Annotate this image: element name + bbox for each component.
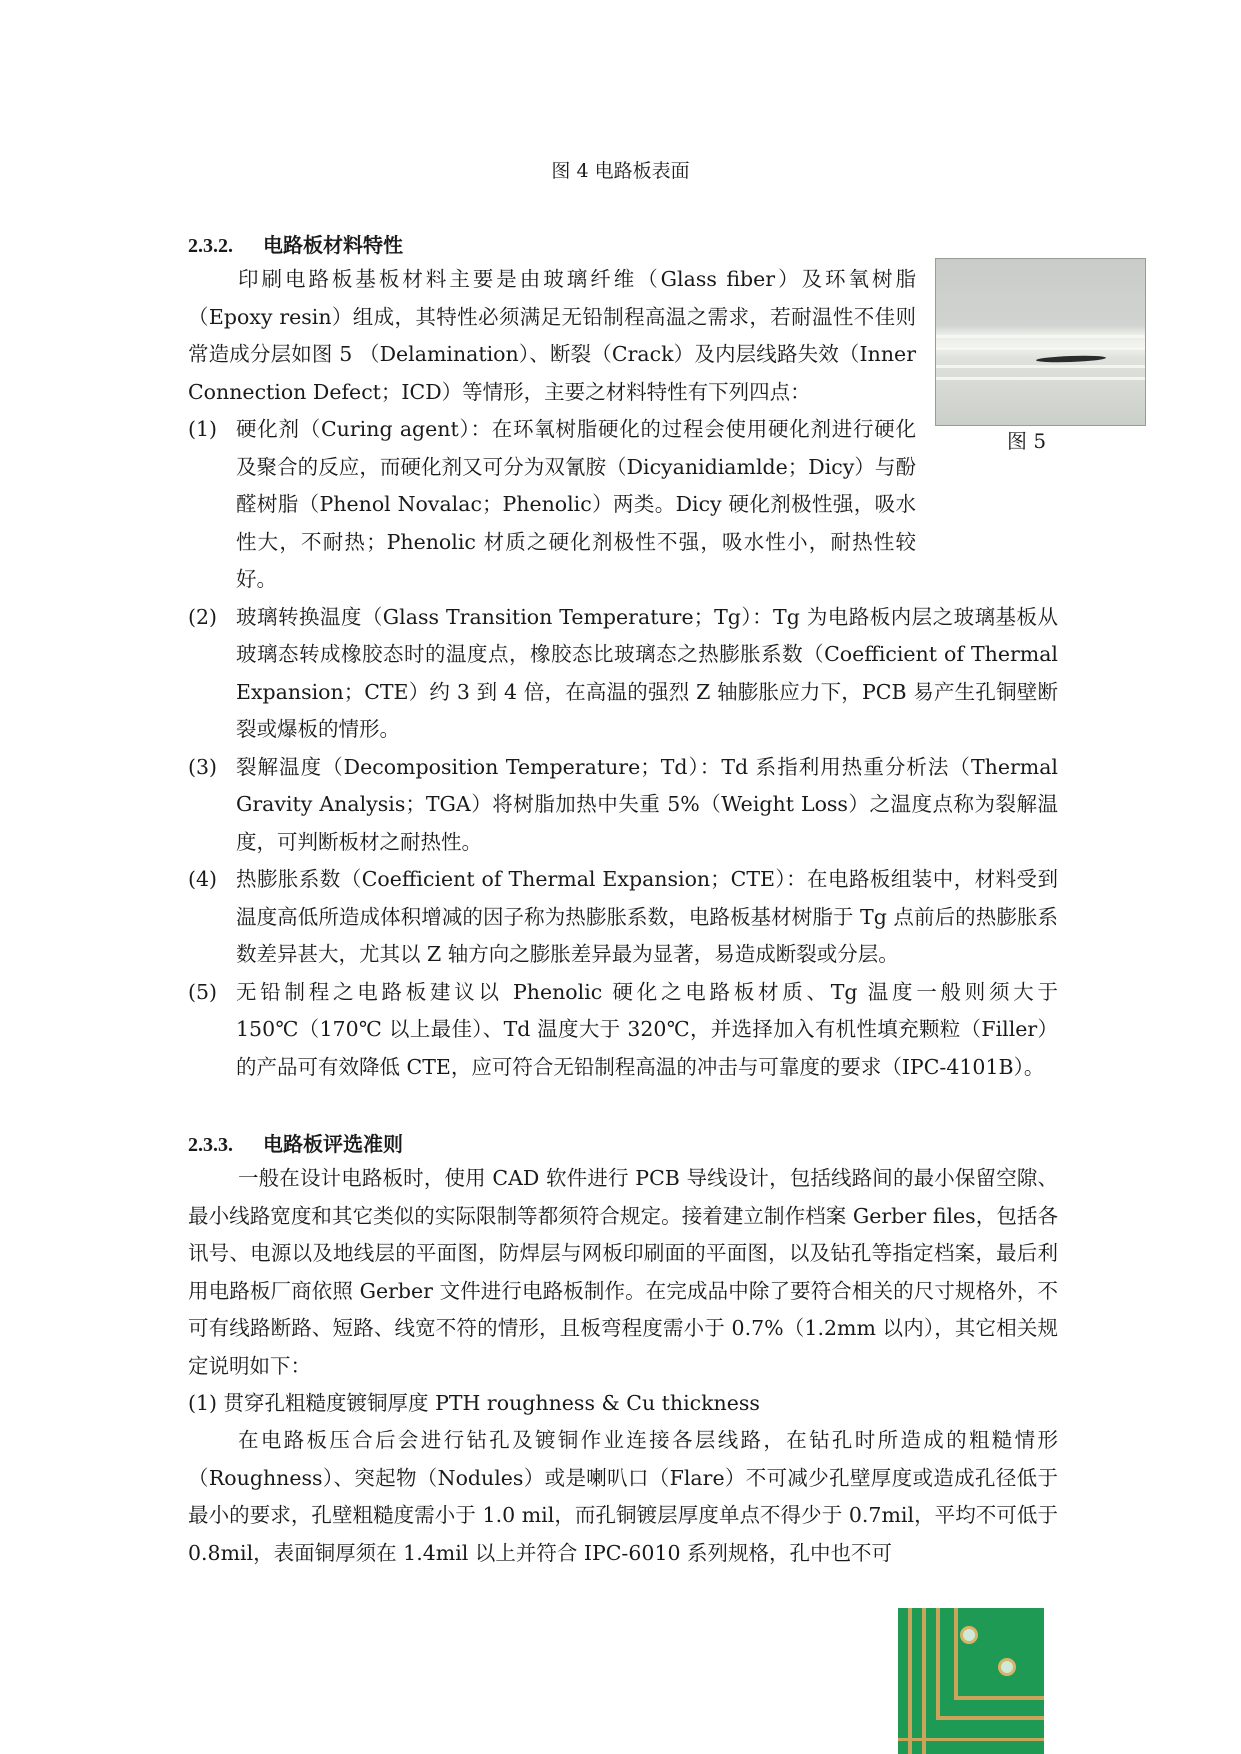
material-properties-list xyxy=(188,411,1058,1086)
section-title: 电路板材料特性 xyxy=(263,233,403,257)
figure-5-caption: 图 5 xyxy=(1007,429,1047,453)
section-number: 2.3.3. xyxy=(188,1134,233,1156)
list-item: (5) 无铅制程之电路板建议以 Phenolic 硬化之电路板材质、Tg 温度一般则须大于 150℃（170℃ 以上最佳）、Td 温度大于 320℃，并选择加入有机性填充颗粒（Filler）的产品可有效降低 CTE，应可符合无铅制程高温的冲击与可靠度的要求（IPC-4101B）。 xyxy=(188,979,1058,1079)
figure-4-caption: 图 4 电路板表面 xyxy=(551,160,690,182)
subitem-1-text: 在电路板压合后会进行钻孔及镀铜作业连接各层线路，在钻孔时所造成的粗糙情形（Roughness）、突起物（Nodules）或是喇叭口（Flare）不可减少孔壁厚度或造成孔径低于最小的要求，孔壁粗糙度需小于 1.0 mil，而孔铜镀层厚度单点不得少于 0.7mil，平均不可低于 0.8mil，表面铜厚须在 1.4mil 以上并符合 IPC-6010 系列规格，孔中也不可 xyxy=(188,1428,1058,1565)
section-2-3-3-intro: 一般在设计电路板时，使用 CAD 软件进行 PCB 导线设计，包括线路间的最小保留空隙、最小线路宽度和其它类似的实际限制等都须符合规定。接着建立制作档案 Gerber files，包括各讯号、电源以及地线层的平面图，防焊层与网板印刷面的平面图，以及钻孔等指定档案，最后利用电路板厂商依照 Gerber 文件进行电路板制作。在完成品中除了要符合相关的尺寸规格外，不可有线路断路、短路、线宽不符的情形，且板弯程度需小于 0.7%（1.2mm 以内），其它相关规定说明如下： xyxy=(188,1166,1058,1378)
list-item: (3) 裂解温度（Decomposition Temperature；Td）：Td 系指利用热重分析法（Thermal Gravity Analysis；TGA）将树脂加热中失重 5%（Weight Loss）之温度点称为裂解温度，可判断板材之耐热性。 xyxy=(188,754,1058,854)
section-heading-2-3-3 xyxy=(188,1128,403,1157)
subitem-1-title: (1) 贯穿孔粗糙度镀铜厚度 PTH roughness & Cu thickness xyxy=(188,1391,760,1415)
figure-5-image xyxy=(935,258,1146,426)
section-title: 电路板评选准则 xyxy=(263,1132,403,1156)
crack-mark xyxy=(1036,355,1106,363)
list-item: (1) 硬化剂（Curing agent）：在环氧树脂硬化的过程会使用硬化剂进行硬化及聚合的反应，而硬化剂又可分为双氰胺（Dicyanidiamlde；Dicy）与酚醛树脂（Phenol Novalac；Phenolic）两类。Dicy 硬化剂极性强，吸水性大，不耐热；Phenolic 材质之硬化剂极性不强，吸水性小，耐热性较好。 xyxy=(188,417,916,591)
section-number: 2.3.2. xyxy=(188,235,233,257)
list-item: (4) 热膨胀系数（Coefficient of Thermal Expansion；CTE）：在电路板组装中，材料受到温度高低所造成体积增减的因子称为热膨胀系数，电路板基材树脂于 Tg 点前后的热膨胀系数差异甚大，尤其以 Z 轴方向之膨胀差异最为显著，易造成断裂或分层。 xyxy=(188,867,1058,966)
pcb-corner-image xyxy=(898,1608,1044,1754)
list-item: (2) 玻璃转换温度（Glass Transition Temperature；Tg）：Tg 为电路板内层之玻璃基板从玻璃态转成橡胶态时的温度点，橡胶态比玻璃态之热膨胀系数（Coefficient of Thermal Expansion；CTE）约 3 到 4 倍，在高温的强烈 Z 轴膨胀应力下，PCB 易产生孔铜壁断裂或爆板的情形。 xyxy=(188,604,1058,741)
section-2-3-2-intro: 印刷电路板基板材料主要是由玻璃纤维（Glass fiber）及环氧树脂（Epoxy resin）组成，其特性必须满足无铅制程高温之需求，若耐温性不佳则常造成分层如图 5 （Delamination）、断裂（Crack）及内层线路失效（Inner Connection Defect；ICD）等情形，主要之材料特性有下列四点： xyxy=(188,267,916,404)
section-heading-2-3-2 xyxy=(188,229,403,258)
